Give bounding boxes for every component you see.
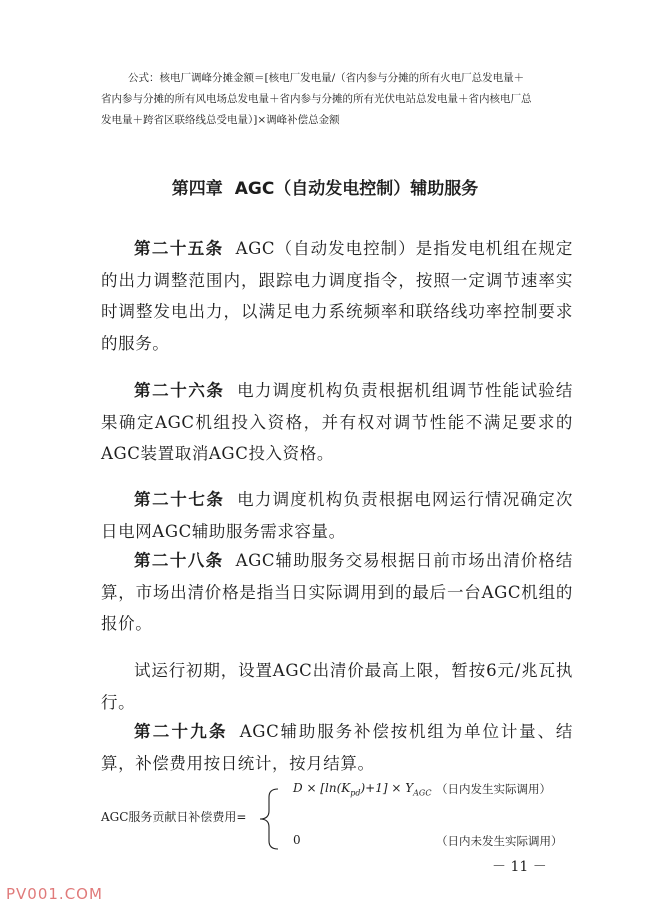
equation-case-2: 0 bbox=[293, 833, 301, 847]
equation-case-1-condition: （日内发生实际调用） bbox=[436, 782, 551, 796]
equation-y: Y bbox=[405, 781, 414, 795]
article-28-text: AGC辅助服务交易根据日前市场出清价格结算，市场出清价格是指当日实际调用到的最后一台AGC机组的报价。 bbox=[101, 551, 573, 633]
article-26 bbox=[101, 375, 573, 470]
article-29-text: AGC辅助服务补偿按机组为单位计量、结算，补偿费用按日统计，按月结算。 bbox=[101, 722, 573, 773]
article-28 bbox=[101, 545, 573, 640]
equation-paren-open: ( bbox=[336, 781, 342, 795]
article-29 bbox=[101, 716, 573, 779]
page-number: － 11 － bbox=[492, 859, 547, 875]
formula-note-line-1: 公式：核电厂调峰分摊金额＝[核电厂发电量/（省内参与分摊的所有火电厂总发电量＋ bbox=[128, 72, 525, 84]
article-27 bbox=[101, 484, 573, 547]
article-25-label: 第二十五条 bbox=[134, 239, 224, 258]
article-25-text: AGC（自动发电控制）是指发电机组在规定的出力调整范围内，跟踪电力调度指令，按照一定调节速率实时调整发电出力，以满足电力系统频率和联络线功率控制要求的服务。 bbox=[101, 239, 573, 353]
equation-y-subscript: AGC bbox=[413, 788, 432, 798]
equation-ln: ln bbox=[325, 781, 337, 795]
equation-d: D bbox=[293, 781, 303, 795]
watermark: PV001.COM bbox=[6, 885, 103, 903]
article-27-text: 电力调度机构负责根据电网运行情况确定次日电网AGC辅助服务需求容量。 bbox=[101, 490, 574, 541]
equation-k: K bbox=[341, 781, 351, 795]
equation-case-2-condition: （日内未发生实际调用） bbox=[436, 834, 563, 848]
formula-note bbox=[101, 68, 561, 131]
article-26-text: 电力调度机构负责根据机组调节性能试验结果确定AGC机组投入资格，并有权对调节性能不满足要求的AGC装置取消AGC投入资格。 bbox=[101, 381, 574, 463]
chapter-number: 第四章 bbox=[171, 179, 223, 199]
formula-note-line-3: 发电量＋跨省区联络线总受电量）]×调峰补偿总金额 bbox=[101, 114, 340, 126]
article-26-label: 第二十六条 bbox=[134, 381, 225, 400]
equation-case-1 bbox=[293, 781, 431, 797]
equation-label: AGC服务贡献日补偿费用= bbox=[101, 810, 247, 824]
article-28-label: 第二十八条 bbox=[134, 551, 224, 570]
article-27-label: 第二十七条 bbox=[134, 490, 225, 509]
article-28-trial-clause bbox=[101, 655, 573, 718]
article-28-trial-text: 试运行初期，设置AGC出清价最高上限，暂按6元/兆瓦执行。 bbox=[101, 661, 573, 712]
equation-paren-close: )+1] × bbox=[360, 781, 406, 795]
equation-brace bbox=[258, 788, 280, 850]
equation-times-open: × [ bbox=[302, 781, 325, 795]
equation-k-subscript: pd bbox=[350, 788, 361, 798]
article-29-label: 第二十九条 bbox=[134, 722, 228, 741]
article-25 bbox=[101, 233, 573, 359]
chapter-title: AGC（自动发电控制）辅助服务 bbox=[234, 179, 479, 199]
chapter-heading bbox=[0, 174, 650, 199]
formula-note-line-2: 省内参与分摊的所有风电场总发电量＋省内参与分摊的所有光伏电站总发电量＋省内核电厂总 bbox=[101, 93, 532, 105]
